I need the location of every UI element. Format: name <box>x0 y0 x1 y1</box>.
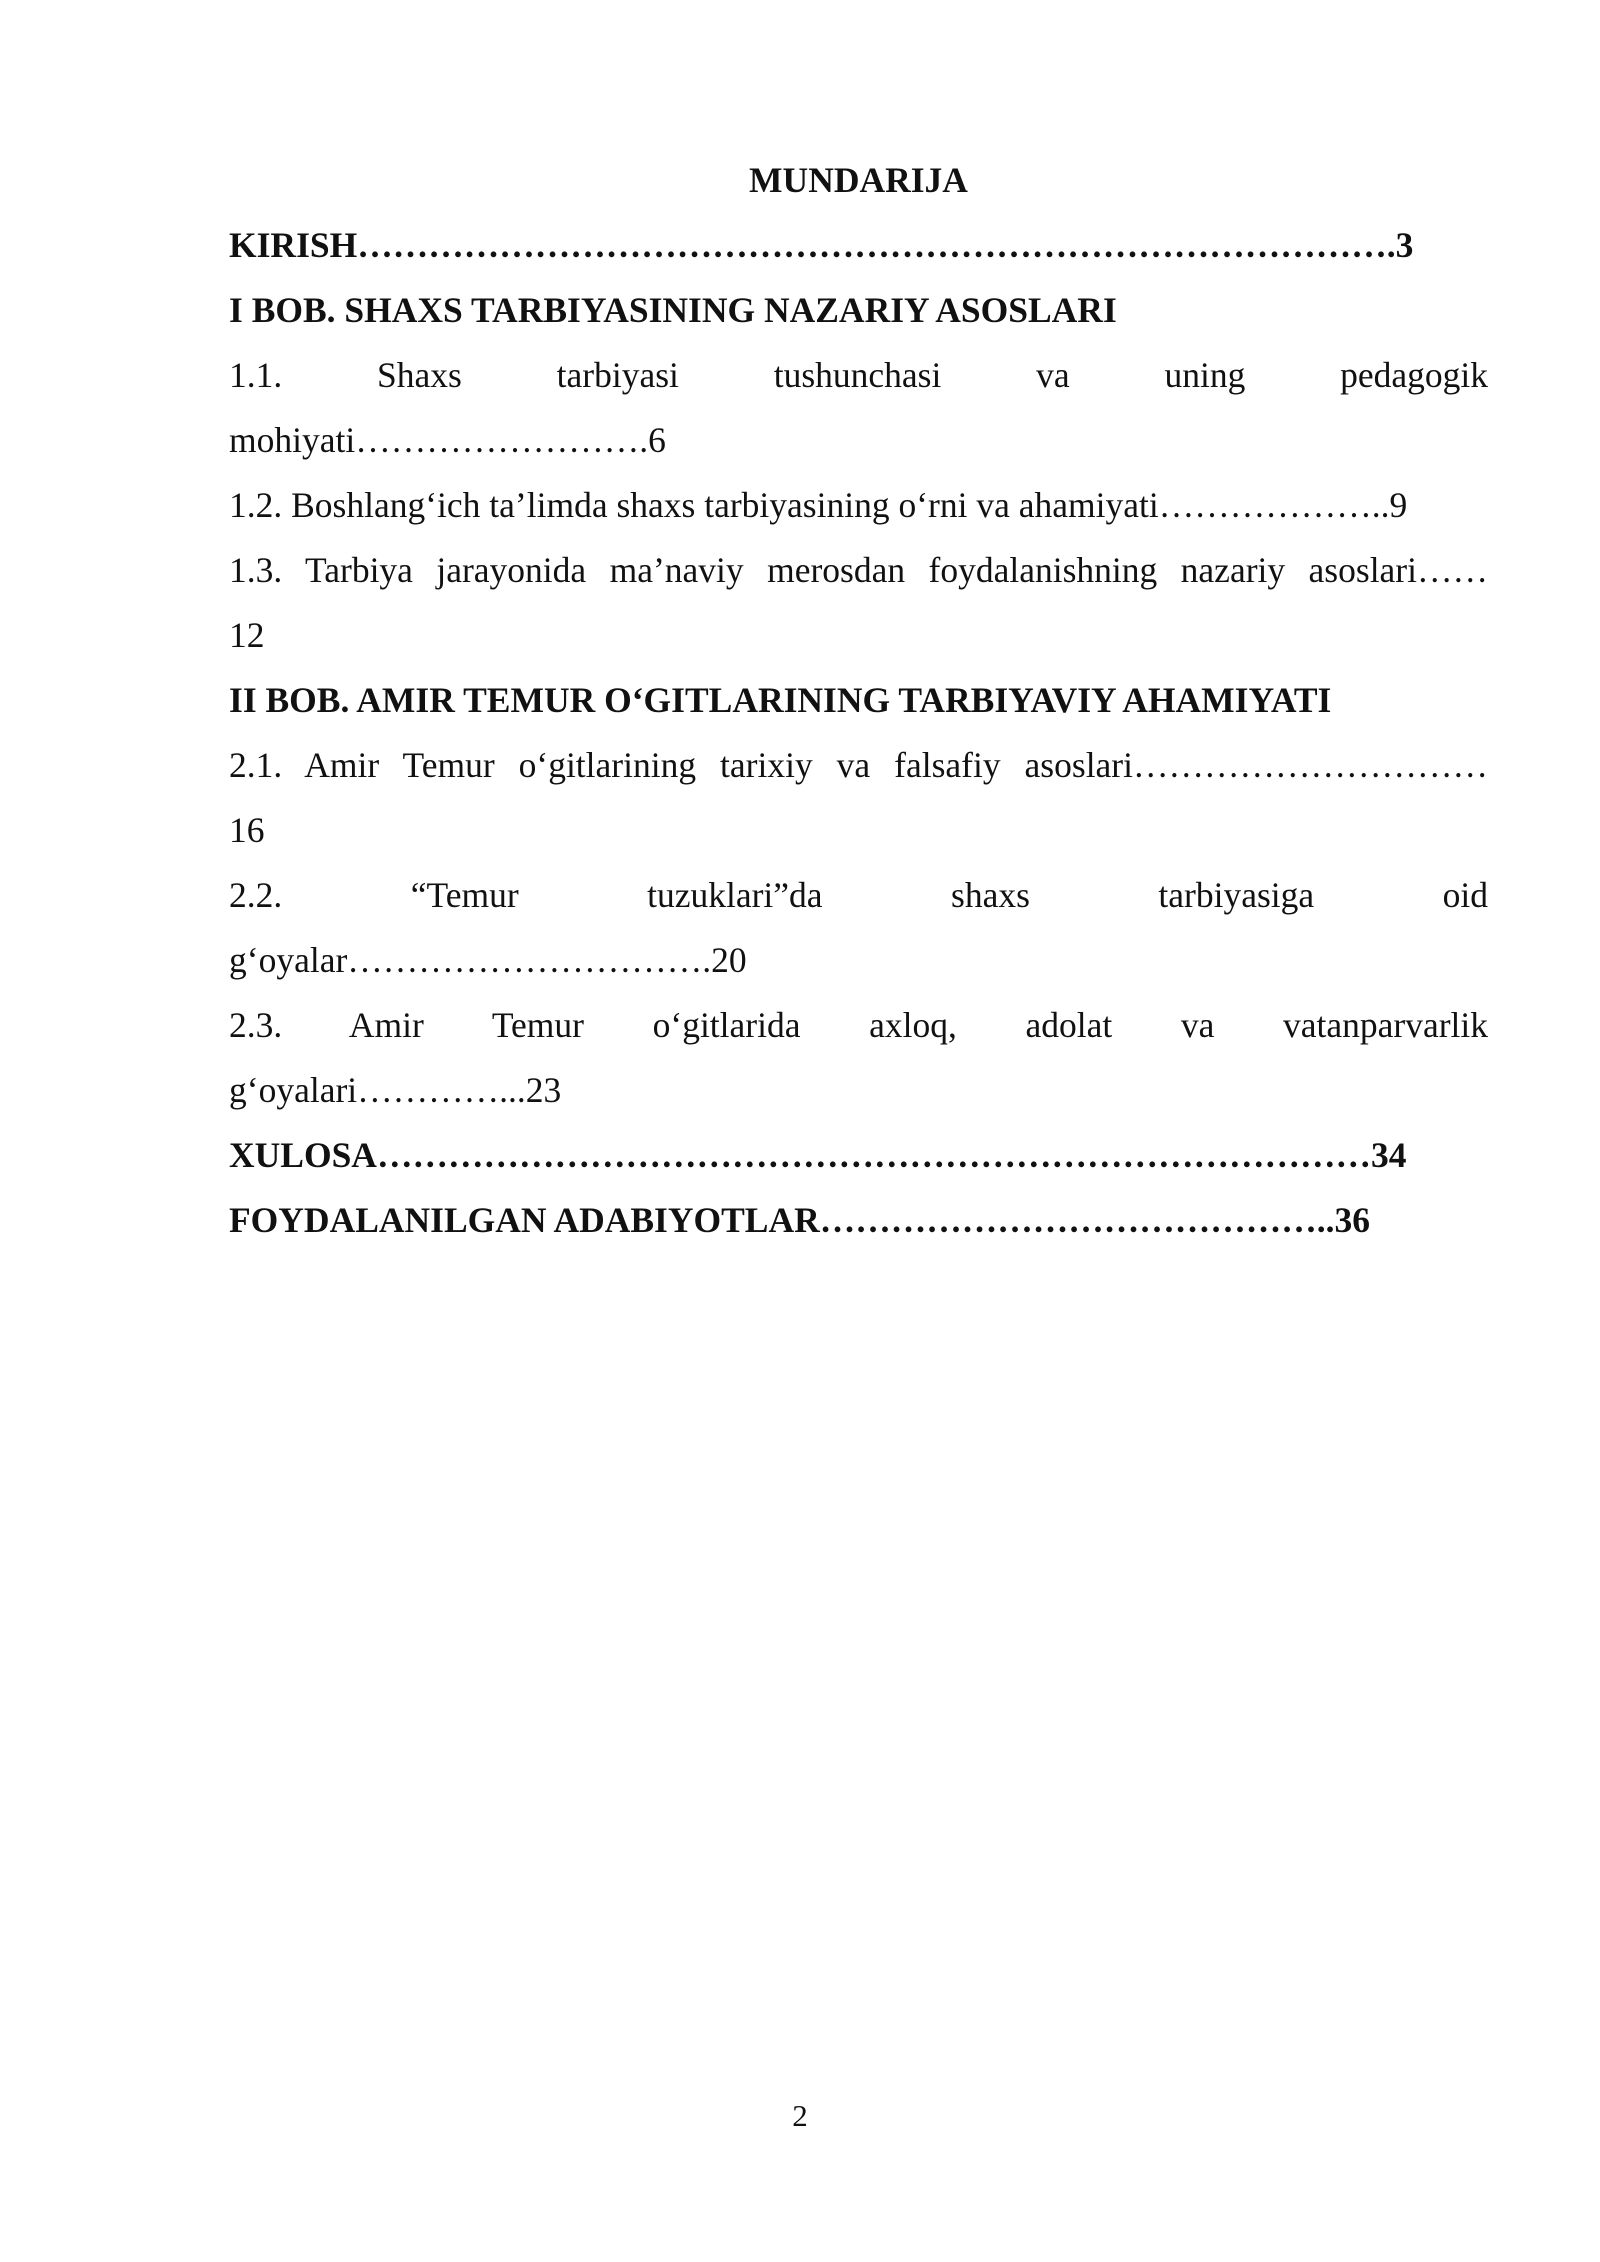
toc-entry-1-3-page: 12 <box>229 615 265 655</box>
toc-entry-xulosa: XULOSA…………………………………………………………………………34 <box>229 1135 1407 1175</box>
toc-entry-2-3-continuation: g‘oyalari…………...23 <box>229 1070 562 1110</box>
toc-entry-adabiyotlar: FOYDALANILGAN ADABIYOTLAR……………………………………..36 <box>229 1200 1370 1240</box>
toc-entry-1-3: 1.3. Tarbiya jarayonida ma’naviy merosdan foydalanishning nazariy asoslari…… <box>229 550 1488 590</box>
toc-title: MUNDARIJA <box>749 160 968 200</box>
toc-entry-1-1-continuation: mohiyati…………………….6 <box>229 420 666 460</box>
table-of-contents <box>229 148 1488 1253</box>
toc-entry-kirish: KIRISH…………………………………………………………………………….3 <box>229 225 1414 265</box>
toc-entry-1-1: 1.1. Shaxs tarbiyasi tushunchasi va uning pedagogik <box>229 355 1488 395</box>
toc-entry-2-2-continuation: g‘oyalar………………………….20 <box>229 940 747 980</box>
toc-chapter-1-heading: I BOB. SHAXS TARBIYASINING NAZARIY ASOSLARI <box>229 290 1117 330</box>
toc-chapter-2-heading: II BOB. AMIR TEMUR O‘GITLARINING TARBIYAVIY AHAMIYATI <box>229 680 1332 720</box>
toc-entry-2-1-page: 16 <box>229 810 265 850</box>
page-number: 2 <box>792 2098 808 2133</box>
toc-entry-2-1: 2.1. Amir Temur o‘gitlarining tarixiy va falsafiy asoslari………………………… <box>229 745 1488 785</box>
toc-entry-1-2: 1.2. Boshlang‘ich ta’limda shaxs tarbiyasining o‘rni va ahamiyati………………..9 <box>229 485 1408 525</box>
toc-entry-2-3: 2.3. Amir Temur o‘gitlarida axloq, adolat va vatanparvarlik <box>229 1005 1488 1045</box>
toc-entry-2-2: 2.2. “Temur tuzuklari”da shaxs tarbiyasiga oid <box>229 875 1488 915</box>
